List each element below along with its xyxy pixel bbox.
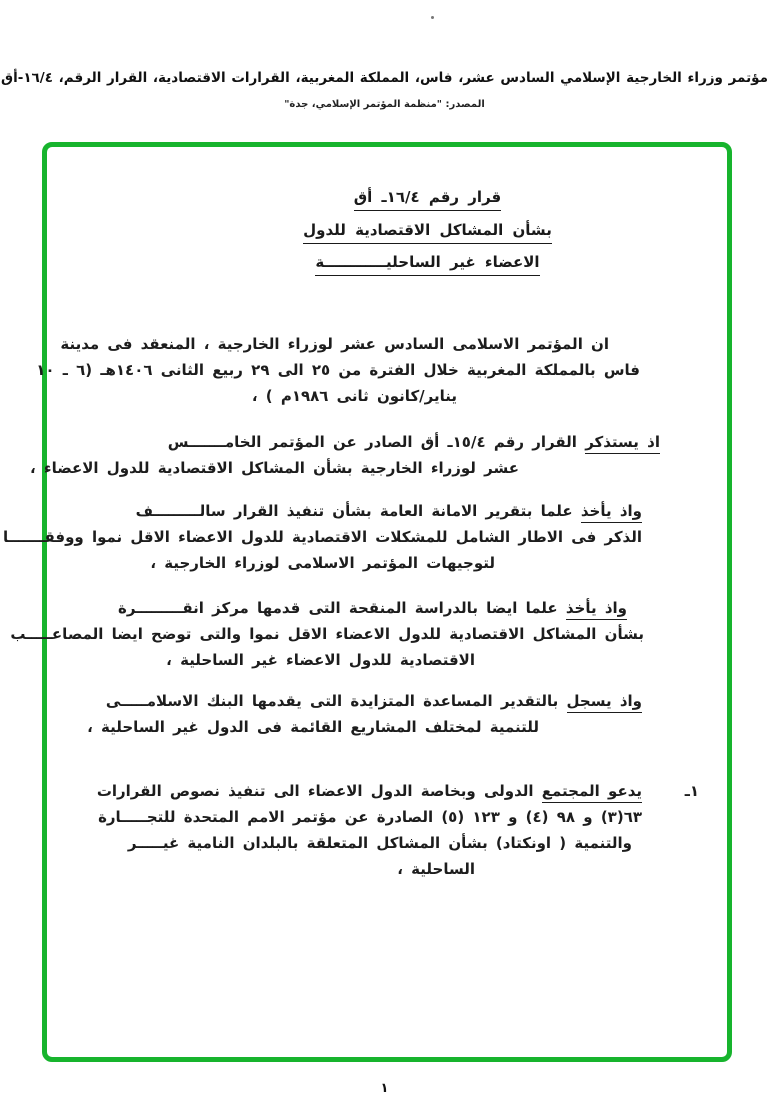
document-line: اذ يستذكر القرار رقم ١٥/٤ـ أق الصادر عن المؤتمر الخامـــــــس	[0, 429, 660, 455]
document-line: بشأن المشاكل الاقتصادية للدول الاعضاء الاقل نموا والتى توضح ايضا المصاعـــــب	[10, 625, 644, 643]
preamble-paragraph-5	[0, 688, 769, 740]
underlined-lead-word: واذ يسجل	[567, 692, 642, 713]
document-line: ٦٣(٣) و ٩٨ (٤) و ١٢٣ (٥) الصادرة عن مؤتمر الامم المتحدة للتجـــــارة	[98, 808, 642, 826]
preamble-paragraph-1	[0, 331, 769, 409]
document-line: يناير/كانون ثانى ١٩٨٦م ) ،	[251, 387, 457, 405]
preamble-paragraph-3	[0, 498, 769, 576]
underlined-lead-word: واذ يأخذ	[566, 599, 627, 620]
document-line: للتنمية لمختلف المشاريع القائمة فى الدول غير الساحلية ،	[87, 718, 539, 736]
resolution-title-line-2: بشأن المشاكل الاقتصادية للدول	[230, 219, 625, 252]
resolution-title-line-3: الاعضاء غير الساحليــــــــــــة	[230, 251, 625, 284]
document-line: الاقتصادية للدول الاعضاء غير الساحلية ،	[166, 651, 475, 669]
resolution-title-line-1: قرار رقم ١٦/٤ـ أق	[230, 186, 625, 219]
document-line: عشر لوزراء الخارجية بشأن المشاكل الاقتصادية للدول الاعضاء ،	[30, 459, 519, 477]
preamble-paragraph-4	[0, 595, 769, 673]
document-line: واذ يسجل بالتقدير المساعدة المتزايدة التى يقدمها البنك الاسلامـــــى	[0, 688, 642, 714]
document-line: فاس بالمملكة المغربية خلال الفترة من ٢٥ الى ٢٩ ربيع الثانى ١٤٠٦هـ (٦ ـ ١٠	[36, 361, 640, 379]
page-number: ١	[380, 1081, 389, 1096]
document-line: لتوجيهات المؤتمر الاسلامى لوزراء الخارجية ،	[150, 554, 495, 572]
document-line: والتنمية ( اونكتاد) بشأن المشاكل المتعلقة بالبلدان النامية غيـــــر	[127, 834, 632, 852]
document-line: الساحلية ،	[397, 860, 475, 878]
numbered-clause	[0, 778, 769, 882]
document-line: واذ يأخذ علما بتقرير الامانة العامة بشأن تنفيذ القرار سالـــــــــف	[0, 498, 642, 524]
clause-number: ١ـ	[684, 782, 699, 800]
document-line: يدعو المجتمع الدولى وبخاصة الدول الاعضاء الى تنفيذ نصوص القرارات	[0, 778, 642, 804]
underlined-lead-word: اذ يستذكر	[585, 433, 660, 454]
document-line: واذ يأخذ علما ايضا بالدراسة المنقحة التى قدمها مركز انقـــــــــرة	[0, 595, 627, 621]
underlined-lead-word: يدعو المجتمع	[542, 782, 642, 803]
document-line: الذكر فى الاطار الشامل للمشكلات الاقتصادية للدول الاعضاء الاقل نموا ووفقـــــــا	[2, 528, 642, 546]
preamble-paragraph-2	[0, 429, 769, 481]
document-line: ان المؤتمر الاسلامى السادس عشر لوزراء الخارجية ، المنعقد فى مدينة	[60, 335, 609, 353]
underlined-lead-word: واذ يأخذ	[581, 502, 642, 523]
citation-header: مؤتمر وزراء الخارجية الإسلامي السادس عشر، فاس، المملكة المغربية، القرارات الاقتصادية، القرار الرقم، ١٦/٤-أق	[1, 70, 768, 86]
clause-text	[0, 778, 769, 882]
source-line: المصدر: "منظمة المؤتمر الإسلامي، جدة"	[284, 99, 485, 110]
